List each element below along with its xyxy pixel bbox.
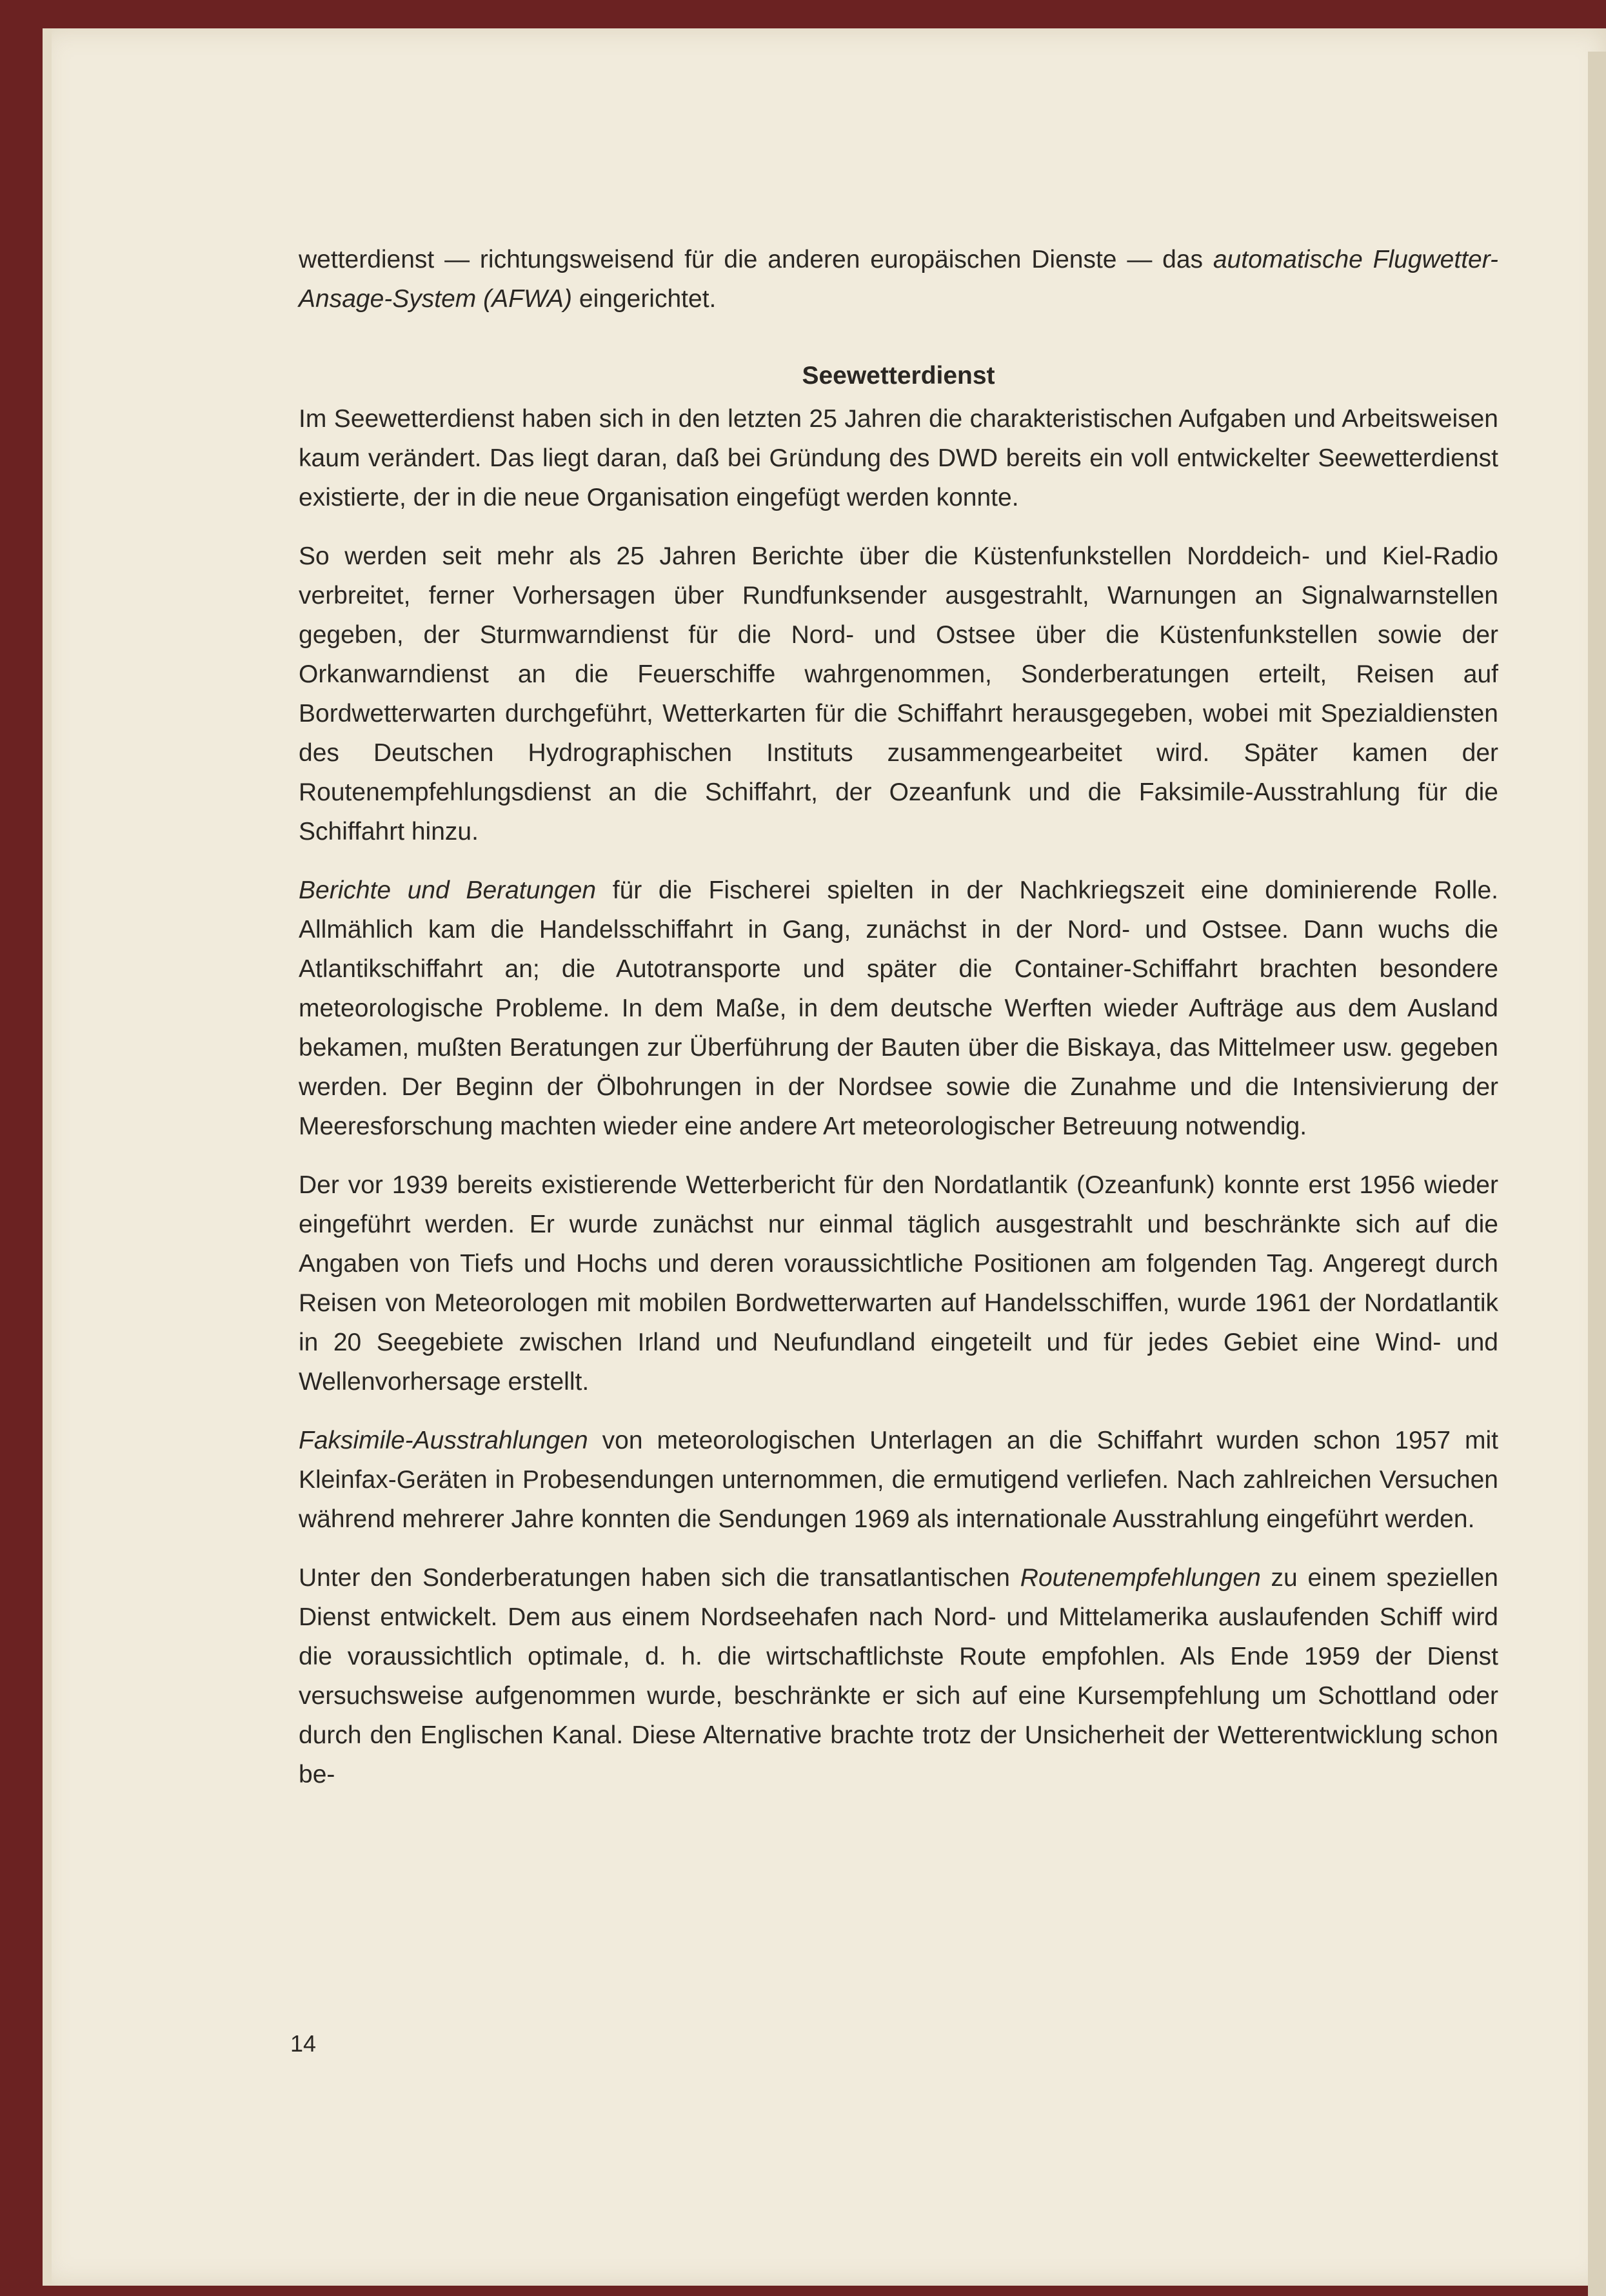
- paragraph-berichte: [299, 871, 1498, 1146]
- paragraph-text: von meteorologischen Unterlagen an die Schiffahrt wurden schon 1957 mit Kleinfax-Geräten in Probesendungen unternommen, die ermutigend verliefen. Nach zahlreichen Versuchen während mehrerer Jahre konnten die Sendungen 1969 als internationale Ausstrahlung eingeführt werden.: [299, 1427, 1498, 1533]
- paragraph-text: für die Fischerei spielten in der Nachkriegszeit eine dominierende Rolle. Allmählich kam die Handelsschiffahrt in Gang, zunächst in der Nord- und Ostsee. Dann wuchs die Atlantikschiffahrt an; die Autotransporte und später die Container-Schiffahrt brachten besondere meteorologische Probleme. In dem Maße, in dem deutsche Werften wieder Aufträge aus dem Ausland bekamen, mußten Beratungen zur Überführung der Bauten über die Biskaya, das Mittelmeer usw. gegeben werden. Der Beginn der Ölbohrungen in der Nordsee sowie die Zunahme und die Intensivierung der Meeresforschung machten wieder eine andere Art meteorologischer Betreuung notwendig.: [299, 876, 1498, 1140]
- page-binding-edge: [43, 28, 52, 2286]
- paragraph-intro: Im Seewetterdienst haben sich in den letzten 25 Jahren die charakteristischen Aufgaben und Arbeitsweisen kaum verändert. Das liegt daran, daß bei Gründung des DWD bereits ein voll entwickelter Seewetterdienst existierte, der in die neue Organisation eingefügt werden konnte.: [299, 405, 1498, 511]
- paragraph-routen: [299, 1558, 1498, 1794]
- paragraph-text: eingerichtet.: [572, 285, 717, 313]
- paragraph-services: So werden seit mehr als 25 Jahren Berichte über die Küstenfunkstellen Norddeich- und Kiel-Radio verbreitet, ferner Vorhersagen über Rundfunksender ausgestrahlt, Warnungen an Signalwarnstellen gegeben, der Sturmwarndienst für die Nord- und Ostsee über die Küstenfunkstellen sowie der Orkanwarndienst an die Feuerschiffe wahrgenommen, Sonderberatungen erteilt, Reisen auf Bordwetterwarten durchgeführt, Wetterkarten für die Schiffahrt herausgegeben, wobei mit Spezialdiensten des Deutschen Hydrographischen Instituts zusammengearbeitet wird. Später kamen der Routenempfehlungsdienst an die Schiffahrt, der Ozeanfunk und die Faksimile-Ausstrahlung für die Schiffahrt hinzu.: [299, 542, 1498, 846]
- emphasis-text: Faksimile-Ausstrahlungen: [299, 1427, 588, 1454]
- page-right-edge: [1588, 52, 1606, 2296]
- emphasis-text: Berichte und Beratungen: [299, 876, 597, 904]
- page-number: 14: [290, 2030, 317, 2057]
- paragraph-text: Unter den Sonderberatungen haben sich die transatlantischen: [299, 1564, 1020, 1592]
- section-heading: Seewetterdienst: [802, 362, 995, 390]
- page-body: [299, 240, 1498, 1814]
- emphasis-text: automatische Flugwetter-Ansage-System (AFWA): [299, 246, 1499, 313]
- paragraph-ozeanfunk: Der vor 1939 bereits existierende Wetterbericht für den Nordatlantik (Ozeanfunk) konnte erst 1956 wieder eingeführt werden. Er wurde zunächst nur einmal täglich ausgestrahlt und beschränkte sich auf die Angaben von Tiefs und Hochs und deren voraussichtliche Positionen am folgenden Tag. Angeregt durch Reisen von Meteorologen mit mobilen Bordwetterwarten auf Handelsschiffen, wurde 1961 der Nordatlantik in 20 Seegebiete zwischen Irland und Neufundland eingeteilt und für jedes Gebiet eine Wind- und Wellenvorhersage erstellt.: [299, 1171, 1498, 1396]
- paragraph-afwa: [299, 240, 1498, 319]
- paragraph-text: zu einem speziellen Dienst entwickelt. Dem aus einem Nordseehafen nach Nord- und Mittelamerika auslaufenden Schiff wird die voraussichtlich optimale, d. h. die wirtschaftlichste Route empfohlen. Als Ende 1959 der Dienst versuchsweise aufgenommen wurde, beschränkte er sich auf eine Kursempfehlung um Schottland oder durch den Englischen Kanal. Diese Alternative brachte trotz der Unsicherheit der Wetterentwicklung schon be-: [299, 1564, 1499, 1788]
- paragraph-text: wetterdienst — richtungsweisend für die anderen europäischen Dienste — das: [299, 246, 1213, 273]
- paragraph-faksimile: [299, 1421, 1498, 1539]
- emphasis-text: Routenempfehlungen: [1020, 1564, 1261, 1592]
